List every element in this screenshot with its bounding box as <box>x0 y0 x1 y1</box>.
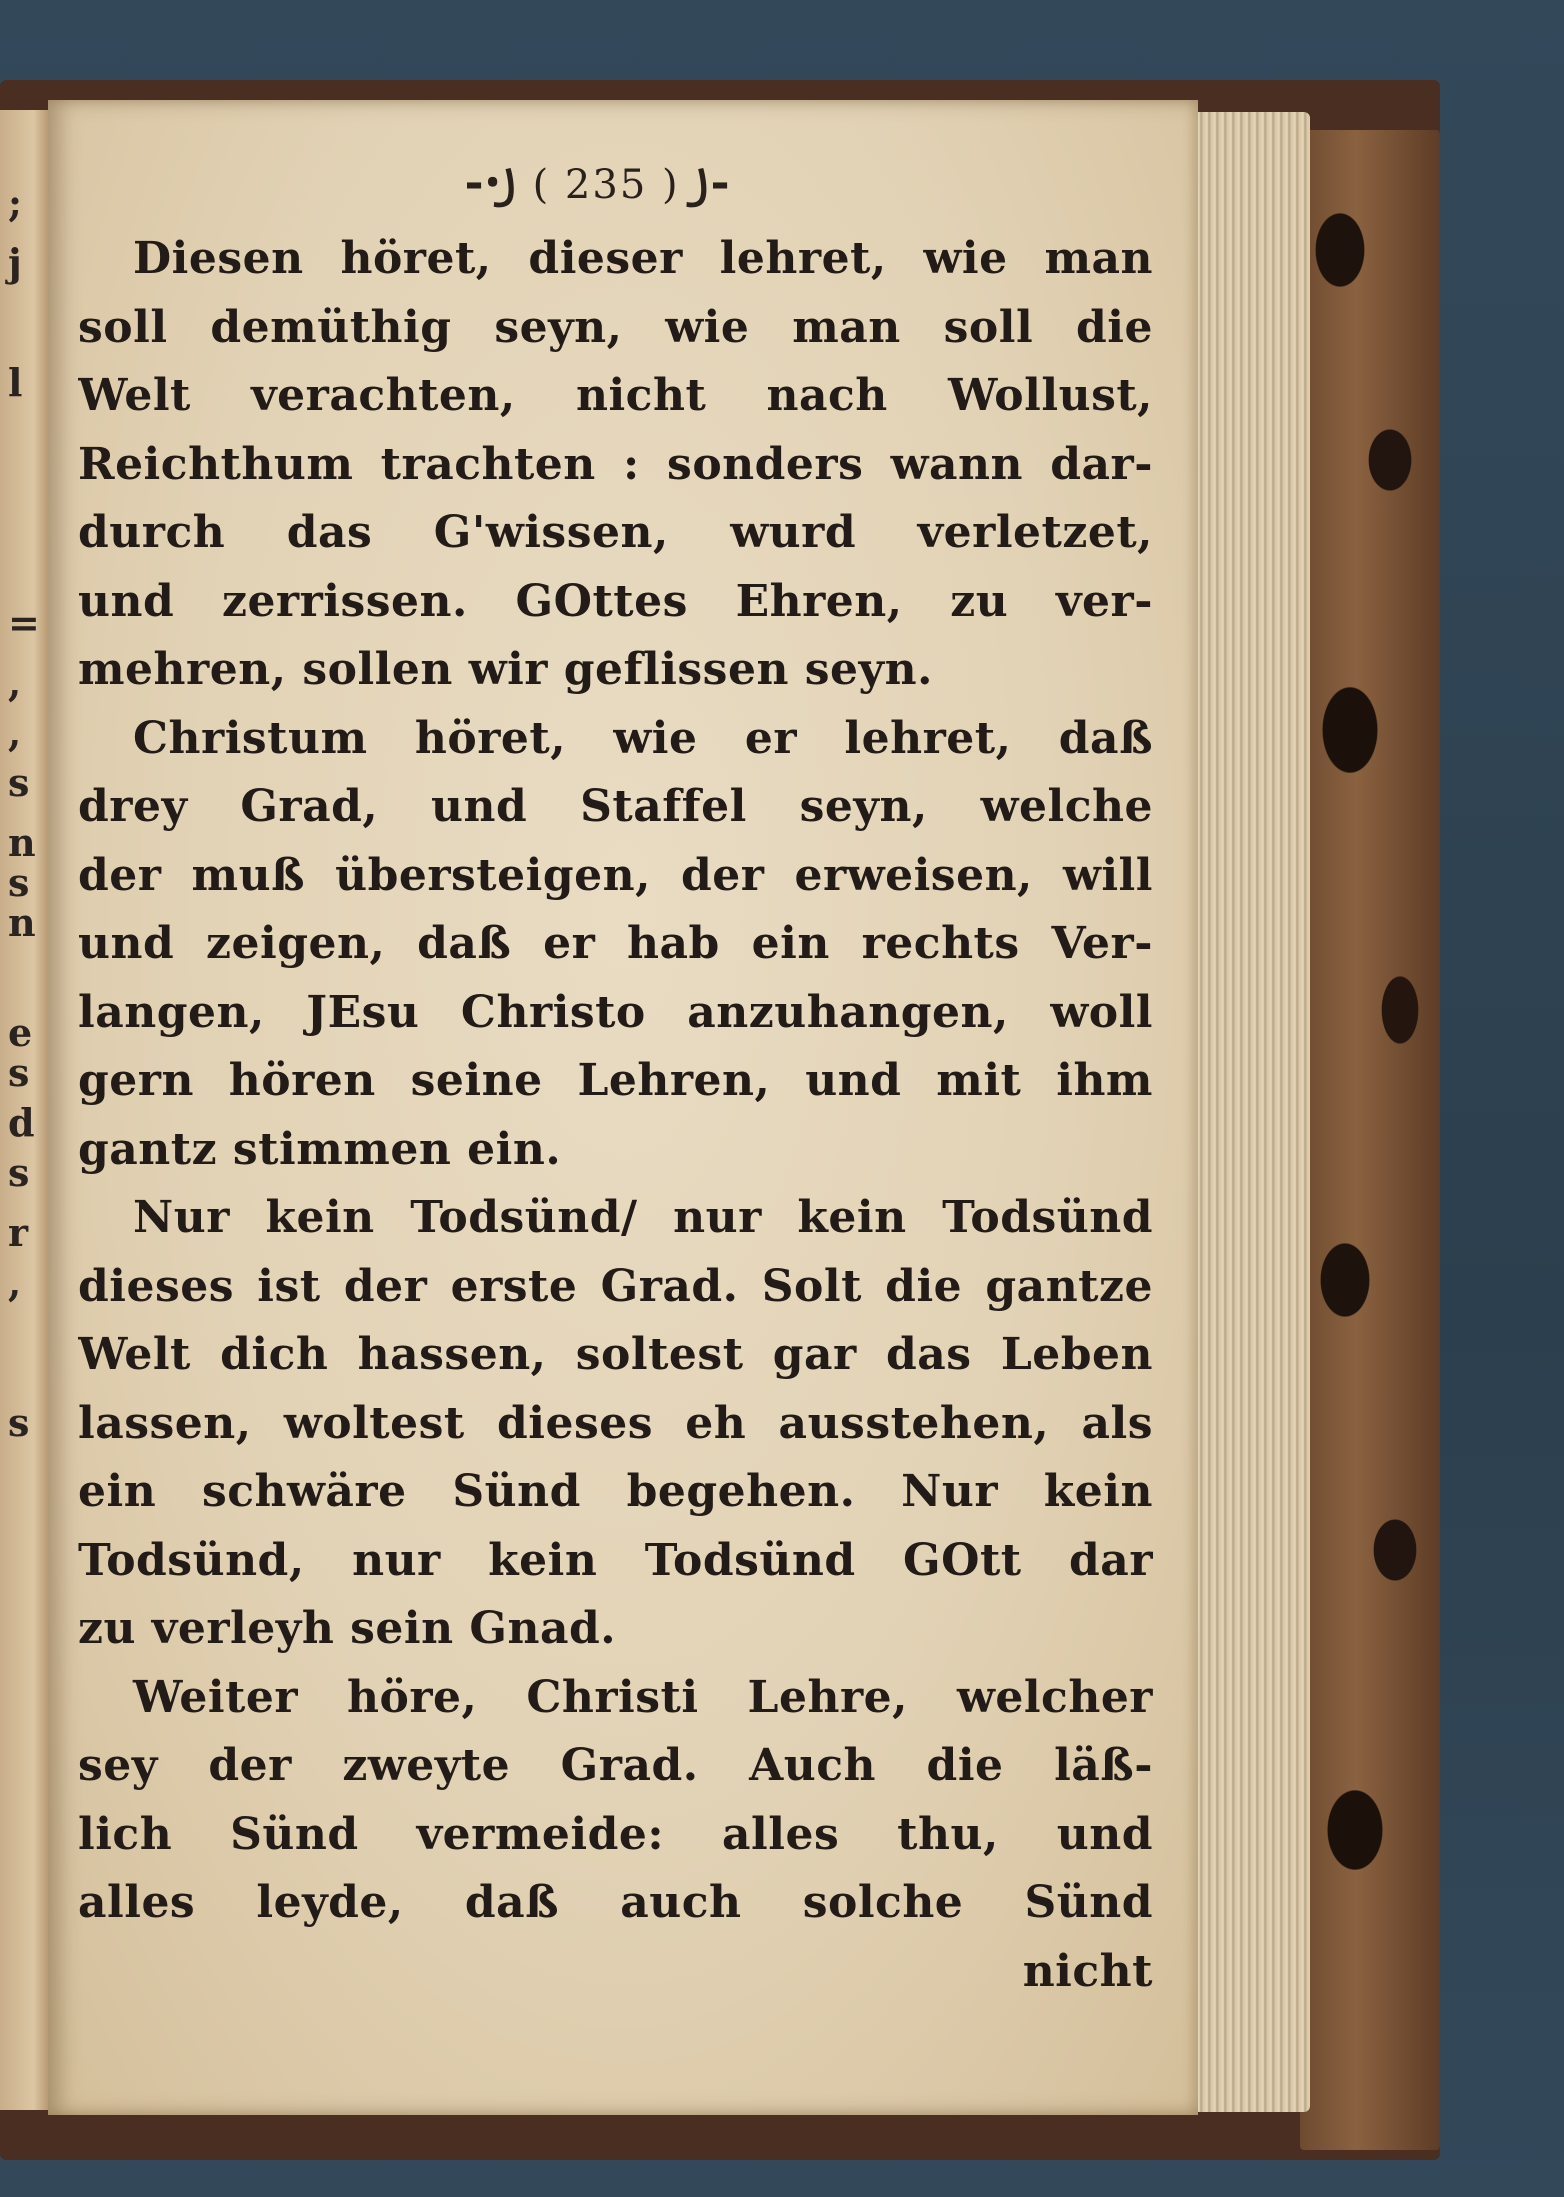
text-line: Diesen höret, dieser lehret, wie man <box>133 233 1153 284</box>
text-line: ein schwäre Sünd begehen. Nur kein <box>78 1466 1153 1517</box>
text-line: dieses ist der erste Grad. Solt die gantze <box>78 1260 1153 1312</box>
text-line: und zerrissen. GOttes Ehren, zu ver- <box>78 575 1153 627</box>
text-line: sey der zweyte Grad. Auch die läß- <box>78 1740 1153 1791</box>
previous-page-fragment: , <box>8 710 22 755</box>
previous-page-fragment: r <box>8 1210 29 1255</box>
previous-page-fragment: d <box>8 1100 35 1145</box>
marbled-cover-edge <box>1300 130 1440 2150</box>
text-line: gern hören seine Lehren, und mit ihm <box>78 1055 1153 1106</box>
previous-page-fragment: l <box>8 360 23 405</box>
header-ornament-right: ꠸- <box>694 155 732 209</box>
previous-page-fragment: = <box>8 600 40 645</box>
text-line: Welt verachten, nicht nach Wollust, <box>78 370 1153 421</box>
text-line: drey Grad, und Staffel seyn, welche <box>78 781 1153 832</box>
text-line: durch das G'wissen, wurd verletzet, <box>78 507 1153 558</box>
text-line: und zeigen, daß er hab ein rechts Ver- <box>78 918 1153 969</box>
text-line: nicht <box>1022 1945 1153 1997</box>
text-line: Welt dich hassen, soltest gar das Leben <box>78 1329 1153 1380</box>
text-line: zu verleyh sein Gnad. <box>78 1603 617 1654</box>
page-number: ( 235 ) <box>532 162 680 208</box>
text-line: soll demüthig seyn, wie man soll die <box>78 301 1153 353</box>
text-block <box>78 225 1153 2006</box>
previous-page-fragment: ; <box>8 180 23 225</box>
text-line: der muß übersteigen, der erweisen, will <box>78 849 1153 901</box>
previous-page-fragment: , <box>8 660 22 705</box>
text-line: lich Sünd vermeide: alles thu, und <box>78 1808 1153 1860</box>
previous-page-fragment: n <box>8 820 36 865</box>
previous-page-fragment: , <box>8 1260 22 1305</box>
previous-page-fragment: n <box>8 900 36 945</box>
previous-page-fragment: s <box>8 1150 30 1195</box>
text-line: Todsünd, nur kein Todsünd GOtt dar <box>78 1534 1153 1586</box>
previous-page-fragment: s <box>8 760 30 805</box>
header-ornament-left: -ꞏ꠸ <box>464 155 518 209</box>
text-line: gantz stimmen ein. <box>78 1123 562 1175</box>
text-line: langen, JEsu Christo anzuhangen, woll <box>78 986 1153 1038</box>
text-line: alles leyde, daß auch solche Sünd <box>78 1877 1153 1928</box>
previous-page-fragment: e <box>8 1010 33 1055</box>
text-line: Christum höret, wie er lehret, daß <box>133 712 1153 764</box>
previous-page-fragment: s <box>8 860 30 905</box>
text-line: mehren, sollen wir geflissen seyn. <box>78 644 933 695</box>
book-page <box>48 100 1198 2115</box>
previous-page-fragment: j <box>8 240 22 285</box>
text-line: lassen, woltest dieses eh ausstehen, als <box>78 1397 1153 1449</box>
page-fore-edge <box>1180 112 1310 2112</box>
previous-page-fragment: s <box>8 1050 30 1095</box>
text-line: Nur kein Todsünd/ nur kein Todsünd <box>133 1192 1153 1243</box>
running-header <box>48 150 1148 217</box>
text-line: Reichthum trachten : sonders wann dar- <box>78 438 1153 490</box>
text-line: Weiter höre, Christi Lehre, welcher <box>133 1671 1153 1723</box>
previous-page-fragment: s <box>8 1400 30 1445</box>
